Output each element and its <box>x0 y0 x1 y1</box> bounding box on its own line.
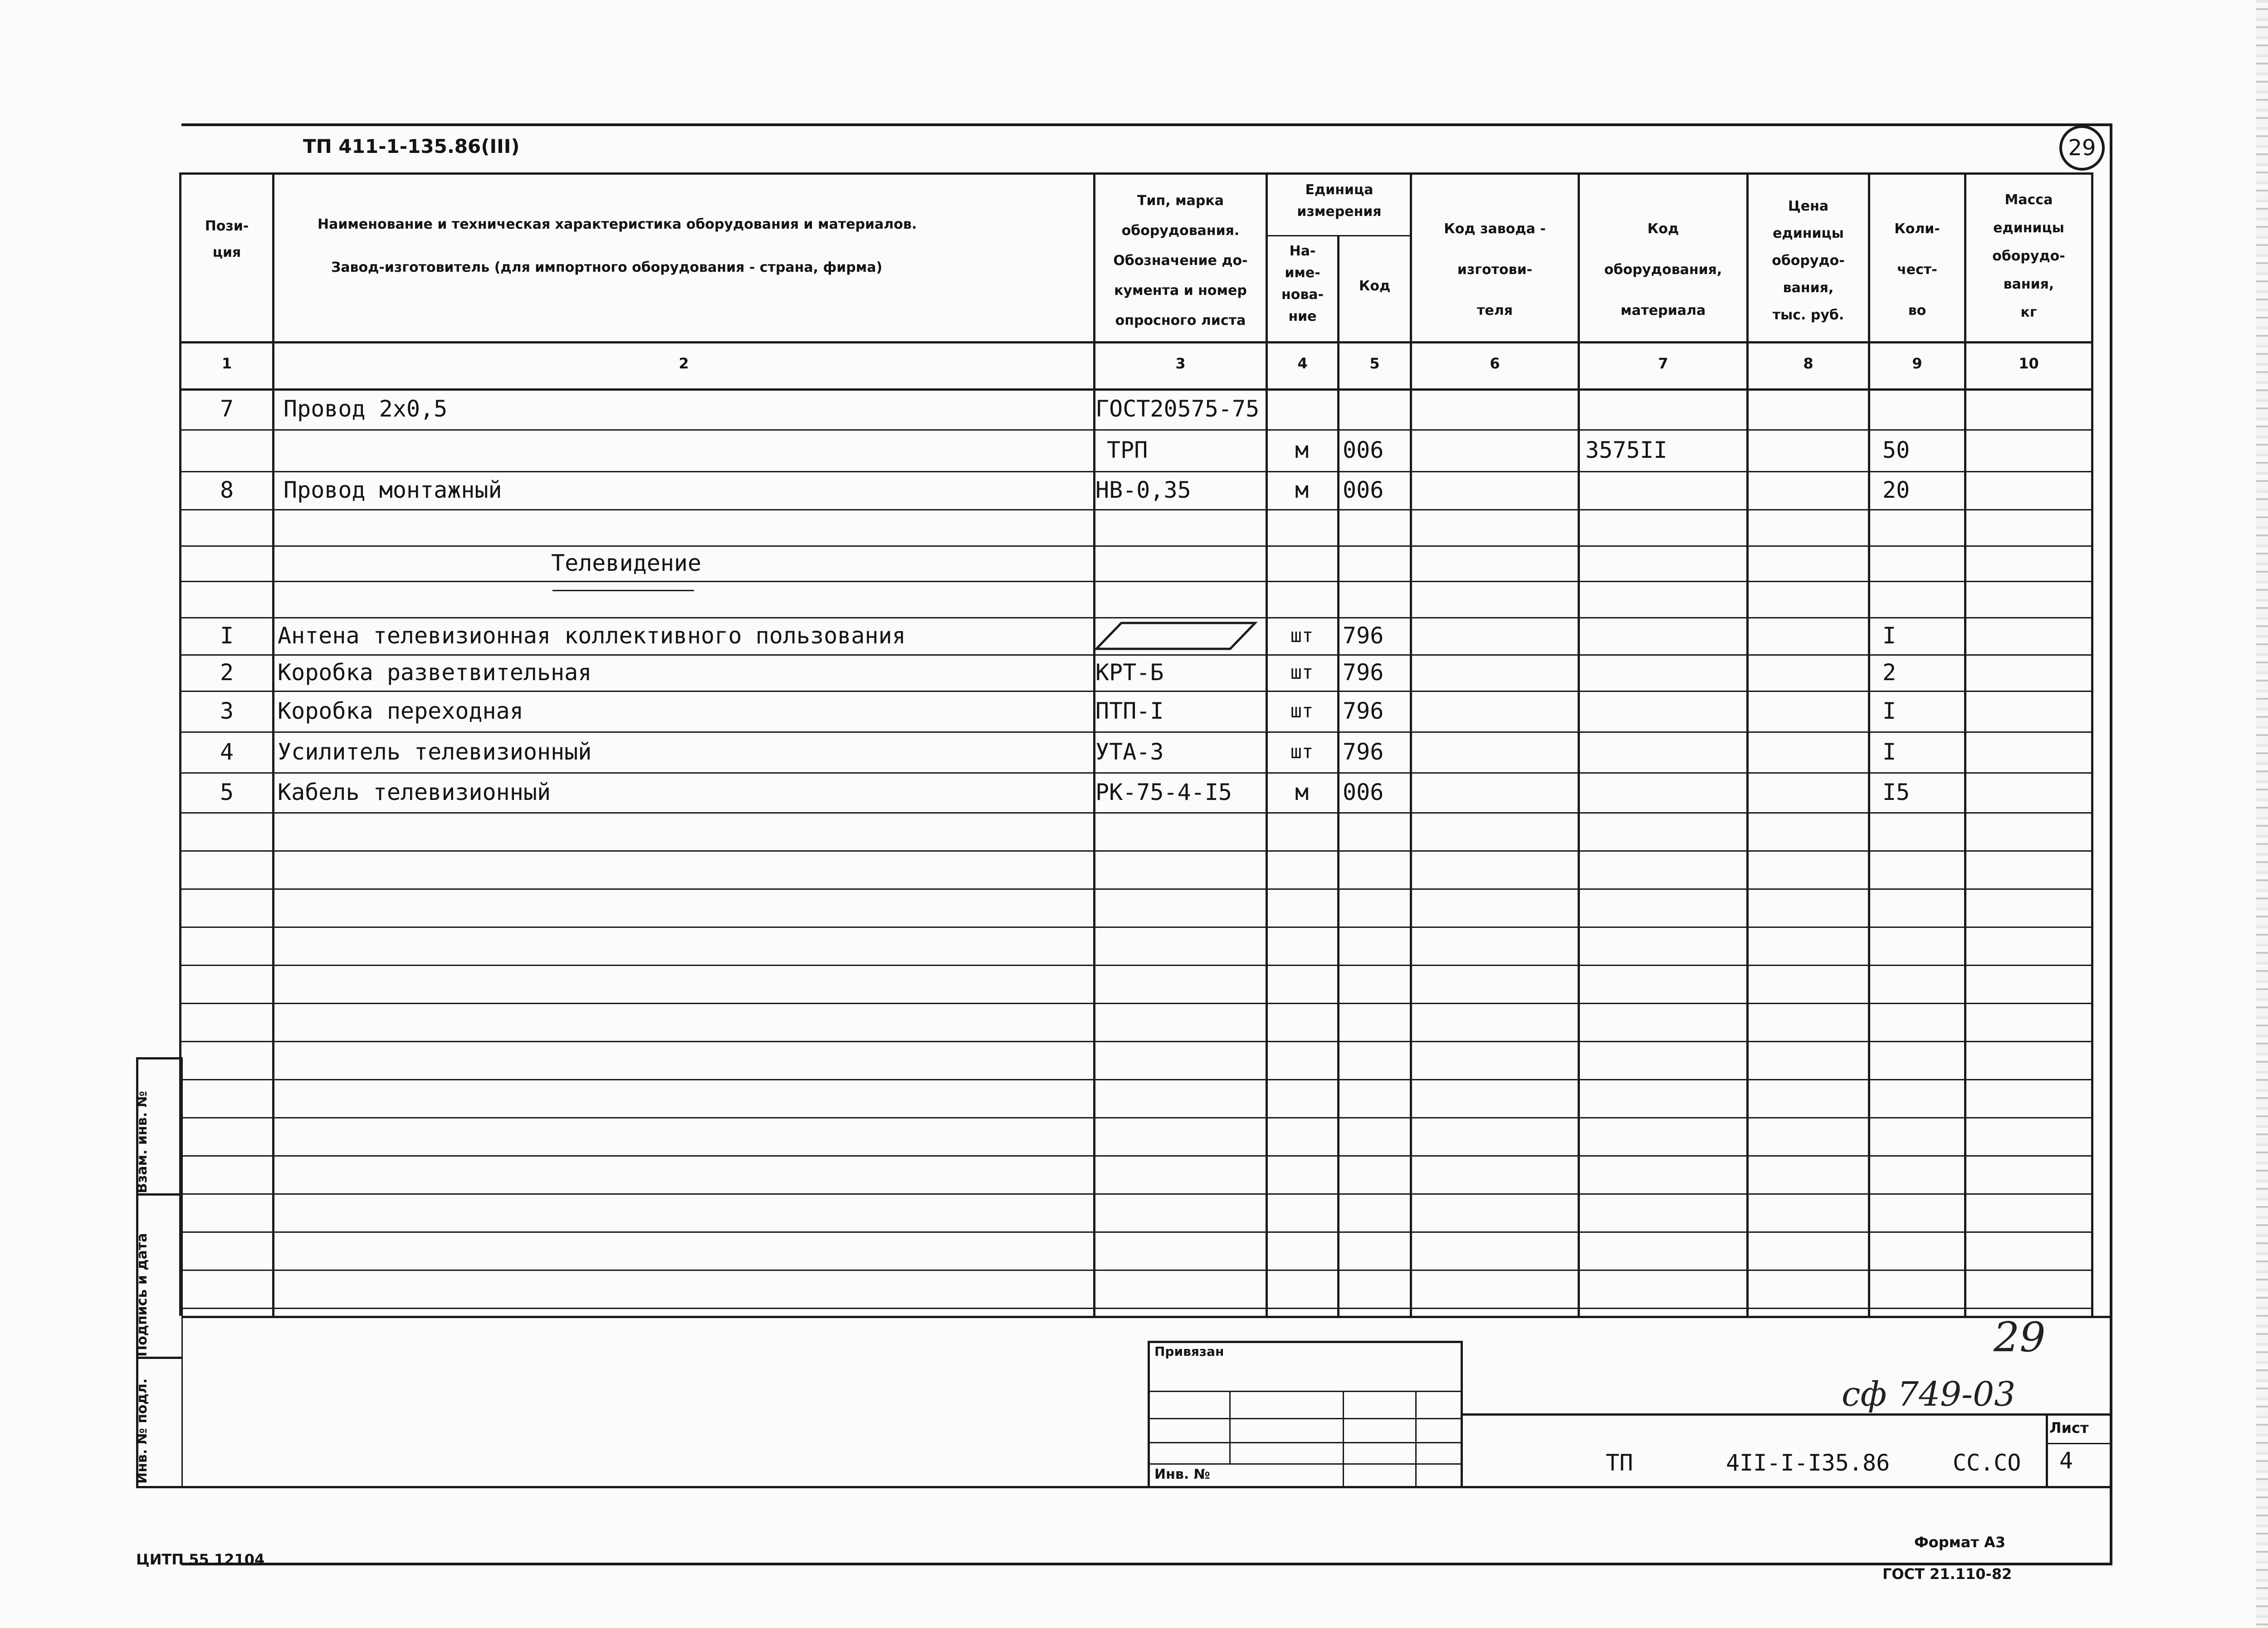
colnum-10: 10 <box>2019 355 2039 372</box>
cell-type: РК-75-4-I5 <box>1095 779 1232 805</box>
cell-pos: 7 <box>220 396 234 422</box>
cell-type: НВ-0,35 <box>1095 477 1191 503</box>
cell-qty: I <box>1882 623 1897 649</box>
col-line-1 <box>272 172 274 1316</box>
cell-type: ГОСТ20575-75 <box>1095 396 1260 422</box>
colnum-6: 6 <box>1490 355 1500 372</box>
privyazan-vline3 <box>1415 1391 1417 1486</box>
cell-code: 006 <box>1343 779 1384 805</box>
drawing-frame <box>181 123 2112 1565</box>
col-line-5 <box>1410 172 1412 1316</box>
row-line <box>179 1193 2093 1195</box>
row-line <box>179 509 2093 510</box>
col-line-10 <box>2091 172 2093 1316</box>
section-underline <box>552 590 694 591</box>
header-pos: Пози- ция <box>205 218 249 260</box>
footer-gost: ГОСТ 21.110-82 <box>1882 1565 2012 1583</box>
row-line <box>179 1079 2093 1080</box>
doc-code: ТП 411-1-135.86(III) <box>303 135 520 157</box>
row-line <box>179 545 2093 547</box>
row-line <box>179 1041 2093 1042</box>
row-line <box>179 1117 2093 1118</box>
header-name-1: Наименование и техническая характеристика оборудования и материалов. <box>318 216 917 232</box>
colnum-7: 7 <box>1658 355 1668 372</box>
cell-name: Коробка разветвительная <box>278 659 592 686</box>
row-line <box>179 1308 2093 1309</box>
cell-unit: шт <box>1290 700 1314 722</box>
col-line-6 <box>1578 172 1580 1316</box>
header-equip-code: Код оборудования, материала <box>1604 221 1722 319</box>
colnum-2: 2 <box>679 355 689 372</box>
row-line <box>179 429 2093 431</box>
cell-pos: 8 <box>220 477 234 503</box>
stamp-number: 4II-I-I35.86 <box>1726 1450 1890 1476</box>
cell-type: ПТП-I <box>1095 698 1164 724</box>
cell-code: 006 <box>1343 437 1384 463</box>
cell-name: Провод монтажный <box>284 477 502 503</box>
row-line <box>179 850 2093 852</box>
colnum-9: 9 <box>1912 355 1922 372</box>
row-line <box>179 927 2093 928</box>
handwritten-page-number: 29 <box>1994 1314 2046 1361</box>
colnum-1: 1 <box>221 355 232 372</box>
cell-name: Провод 2х0,5 <box>284 396 448 422</box>
cell-unit: шт <box>1290 624 1314 647</box>
cell-name: Антена телевизионная коллективного пользования <box>278 623 906 649</box>
cell-name: Телевидение <box>551 550 702 576</box>
side-label-inv: Инв. № подл. <box>134 1378 150 1484</box>
footer-citp: ЦИТП 55 12104 <box>136 1551 265 1568</box>
colnum-3: 3 <box>1175 355 1186 372</box>
colnum-5: 5 <box>1369 355 1380 372</box>
cell-qty: I5 <box>1882 779 1910 805</box>
row-line <box>179 471 2093 472</box>
side-stamp-inner-line <box>181 1057 183 1488</box>
cell-pos: 3 <box>220 698 234 724</box>
cell-unit: м <box>1295 779 1309 805</box>
cell-code: 796 <box>1343 739 1384 765</box>
header-bottom-line <box>179 341 2093 343</box>
cell-code: 796 <box>1343 698 1384 724</box>
cell-name: Кабель телевизионный <box>278 779 551 805</box>
cell-unit: м <box>1295 437 1309 463</box>
row-line <box>179 731 2093 733</box>
cell-qty: 50 <box>1882 437 1910 463</box>
side-label-vzam: Взам. инв. № <box>134 1091 150 1193</box>
side-label-sign: Подпись и дата <box>134 1233 150 1357</box>
row-line <box>179 1270 2093 1271</box>
cell-type: УТА-3 <box>1095 739 1164 765</box>
table-top-line <box>179 172 2093 175</box>
cell-code: 006 <box>1343 477 1384 503</box>
cell-pos: I <box>220 623 234 649</box>
cell-qty: 2 <box>1882 659 1897 686</box>
row-line <box>179 1155 2093 1157</box>
footer-format: Формат А3 <box>1914 1534 2006 1551</box>
col-line-8 <box>1868 172 1870 1316</box>
cell-qty: I <box>1882 739 1897 765</box>
row-line <box>179 1231 2093 1233</box>
header-unit-name: На- име- нова- ние <box>1281 243 1324 324</box>
row-line <box>179 581 2093 582</box>
list-divider <box>2046 1443 2112 1444</box>
cell-pos: 4 <box>220 739 234 765</box>
frame-top <box>181 123 2112 125</box>
row-line <box>179 772 2093 774</box>
inv-no-label: Инв. № <box>1154 1466 1210 1482</box>
stamp-bottom-line <box>136 1486 2112 1488</box>
cell-code: 796 <box>1343 659 1384 686</box>
header-mass: Масса единицы оборудо- вания, кг <box>1992 192 2065 320</box>
handwritten-code: сф 749-03 <box>1842 1375 2016 1414</box>
header-name-2: Завод-изготовитель (для импортного оборудования - страна, фирма) <box>331 260 883 275</box>
cell-unit: шт <box>1290 740 1314 763</box>
stamp-suffix: СС.СО <box>1953 1450 2021 1476</box>
antenna-parallelogram-symbol <box>1094 621 1257 652</box>
header-price: Цена единицы оборудо- вания, тыс. руб. <box>1772 198 1845 323</box>
stamp-area-top <box>181 1316 2112 1318</box>
list-label: Лист <box>2049 1419 2089 1437</box>
privyazan-label: Привязан <box>1154 1344 1224 1359</box>
row-line <box>179 812 2093 814</box>
cell-type: КРТ-Б <box>1095 659 1164 686</box>
cell-equip: 3575II <box>1585 437 1667 463</box>
list-column-line <box>2046 1413 2048 1486</box>
cell-name: Усилитель телевизионный <box>278 739 592 765</box>
cell-qty: 20 <box>1882 477 1910 503</box>
cell-code: 796 <box>1343 623 1384 649</box>
header-type: Тип, марка оборудования. Обозначение до- кумента и номер опросного листа <box>1113 193 1248 329</box>
header-unit-code: Код <box>1359 278 1391 294</box>
col-line-4 <box>1337 235 1339 1316</box>
header-qty: Коли- чест- во <box>1894 221 1940 319</box>
row-line <box>179 617 2093 618</box>
row-line <box>179 1003 2093 1004</box>
cell-pos: 5 <box>220 779 234 805</box>
page-circle-number: 29 <box>2068 135 2096 161</box>
col-line-7 <box>1746 172 1749 1316</box>
scan-edge-artifact <box>2256 0 2268 1628</box>
row-line <box>179 691 2093 692</box>
col-line-9 <box>1964 172 1966 1316</box>
row-line <box>179 888 2093 890</box>
cell-pos: 2 <box>220 659 234 686</box>
cell-name: Коробка переходная <box>278 698 523 724</box>
stamp-tp: ТП <box>1606 1450 1633 1476</box>
cell-unit: шт <box>1290 661 1314 683</box>
colnum-bottom-line <box>179 388 2093 391</box>
header-maker-code: Код завода - изготови- теля <box>1444 221 1546 319</box>
page-circle <box>2059 125 2105 171</box>
privyazan-vline2 <box>1343 1391 1344 1486</box>
colnum-4: 4 <box>1297 355 1308 372</box>
row-line <box>179 654 2093 656</box>
cell-type: ТРП <box>1107 437 1148 463</box>
cell-unit: м <box>1295 477 1309 503</box>
colnum-8: 8 <box>1803 355 1813 372</box>
cell-qty: I <box>1882 698 1897 724</box>
row-line <box>179 965 2093 966</box>
privyazan-vline1 <box>1229 1391 1231 1463</box>
list-value: 4 <box>2059 1447 2073 1474</box>
header-unit-group: Единица измерения <box>1297 182 1382 220</box>
